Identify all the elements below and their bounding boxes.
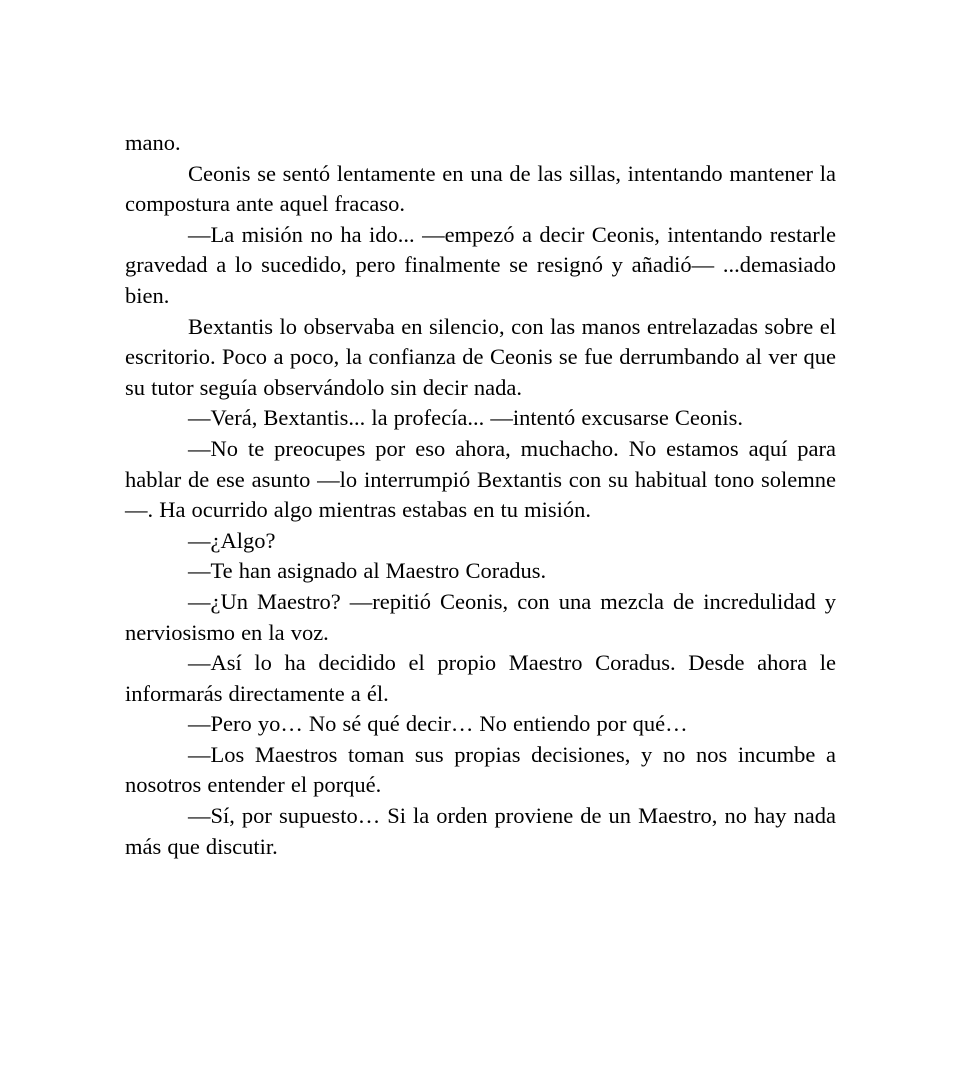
paragraph: —Verá, Bextantis... la profecía... —intentó excusarse Ceonis. [188, 405, 744, 431]
paragraph: mano. [125, 130, 181, 155]
paragraph: —No te preocupes por eso ahora, muchacho. No estamos aquí para hablar de ese asunto —lo interrumpió Bextantis con su habitual tono solemne—. Ha ocurrido algo mientras estabas en tu misión. [125, 435, 836, 523]
paragraph: —Los Maestros toman sus propias decisiones, y no nos incumbe a nosotros entender el porqué. [125, 741, 836, 798]
paragraph: —La misión no ha ido... —empezó a decir Ceonis, intentando restarle gravedad a lo sucedido, pero finalmente se resignó y añadió— ...demasiado bien. [125, 221, 836, 308]
paragraph: —¿Un Maestro? —repitió Ceonis, con una mezcla de incredulidad y nerviosismo en la voz. [125, 588, 836, 645]
paragraph: —Te han asignado al Maestro Coradus. [188, 558, 547, 584]
paragraph: —Pero yo… No sé qué decir… No entiendo por qué… [188, 711, 688, 737]
paragraph: —Sí, por supuesto… Si la orden proviene de un Maestro, no hay nada más que discutir. [125, 803, 836, 859]
page-text-block [125, 128, 836, 862]
paragraph: Ceonis se sentó lentamente en una de las sillas, intentando mantener la compostura ante aquel fracaso. [125, 160, 836, 217]
paragraph: Bextantis lo observaba en silencio, con las manos entrelazadas sobre el escritorio. Poco a poco, la confianza de Ceonis se fue derrumbando al ver que su tutor seguía observándolo sin decir nada. [125, 313, 836, 400]
paragraph: —Así lo ha decidido el propio Maestro Coradus. Desde ahora le informarás directamente a él. [125, 650, 836, 706]
paragraph: —¿Algo? [188, 527, 276, 553]
